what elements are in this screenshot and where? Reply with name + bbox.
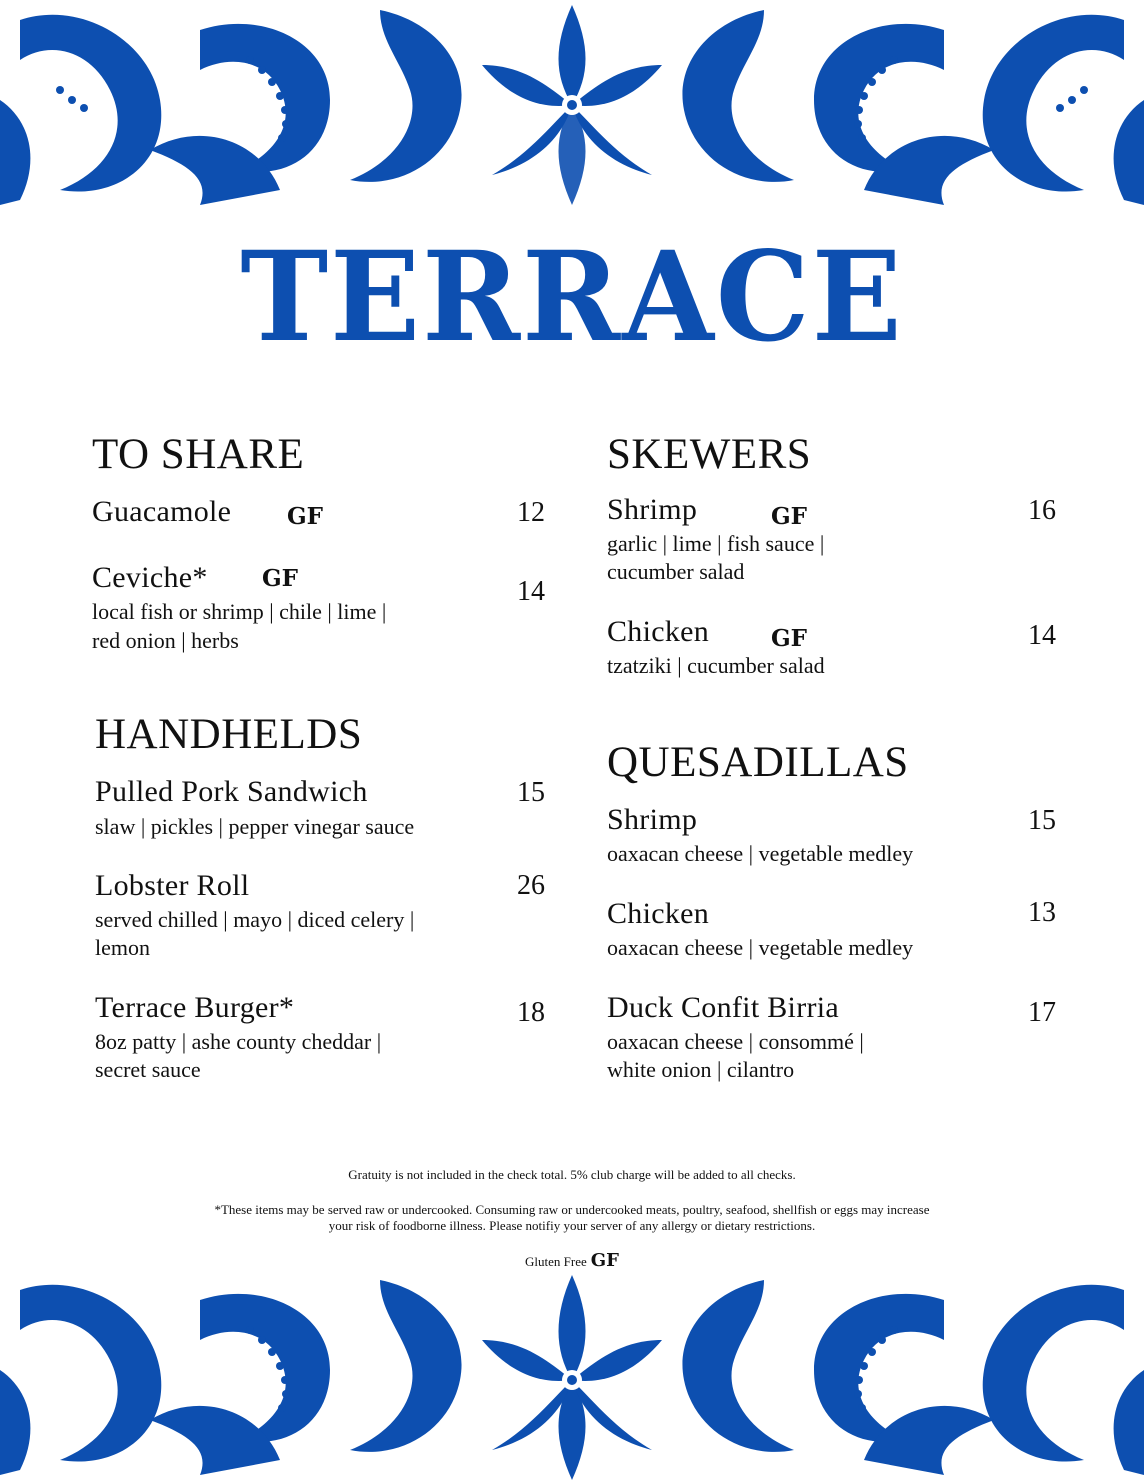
section-title-quesadillas: QUESADILLAS	[607, 739, 909, 786]
item-name-shrimp-quesadilla: Shrimp	[607, 803, 698, 836]
item-name-chicken-skewer: Chicken	[607, 615, 710, 648]
top-ornament	[0, 0, 1144, 210]
item-price: 18	[517, 997, 545, 1028]
item-description: secret sauce	[95, 1057, 201, 1082]
item-description: garlic | lime | fish sauce |	[607, 531, 825, 556]
item-description: oaxacan cheese | vegetable medley	[607, 935, 914, 960]
gf-badge: GF	[771, 625, 807, 652]
gf-badge: GF	[771, 503, 807, 530]
item-name-terrace-burger: Terrace Burger*	[95, 991, 295, 1024]
item-description: local fish or shrimp | chile | lime |	[92, 599, 387, 624]
item-name-shrimp-skewer: Shrimp	[607, 493, 698, 526]
bottom-ornament	[0, 1270, 1144, 1480]
item-name-pulled-pork: Pulled Pork Sandwich	[95, 775, 368, 808]
gluten-free-label: Gluten Free	[525, 1254, 587, 1269]
gf-badge: GF	[287, 503, 323, 530]
section-title-skewers: SKEWERS	[607, 431, 812, 478]
section-title-to-share: TO SHARE	[92, 431, 305, 478]
gratuity-note: Gratuity is not included in the check total. 5% club charge will be added to all checks.	[348, 1167, 796, 1182]
item-price: 26	[517, 870, 545, 901]
floral-ornament-icon	[0, 1270, 1144, 1480]
menu-title: TERRACE	[240, 223, 904, 370]
gf-badge: GF	[590, 1250, 619, 1271]
item-name-lobster-roll: Lobster Roll	[95, 869, 250, 902]
raw-warning-line-2: your risk of foodborne illness. Please notifiy your server of any allergy or dietary restrictions.	[328, 1218, 816, 1233]
item-description: 8oz patty | ashe county cheddar |	[95, 1029, 382, 1054]
item-name-guacamole: Guacamole	[92, 495, 232, 528]
gluten-free-legend	[0, 1250, 1144, 1271]
item-price: 16	[1028, 495, 1056, 526]
item-price: 13	[1028, 897, 1056, 928]
floral-ornament-icon	[0, 0, 1144, 210]
raw-warning-line-1: *These items may be served raw or undercooked. Consuming raw or undercooked meats, poultry, seafood, shellfish or eggs may increase	[214, 1202, 930, 1217]
item-description: cucumber salad	[607, 559, 745, 584]
item-price: 12	[517, 497, 545, 528]
item-description: oaxacan cheese | vegetable medley	[607, 841, 914, 866]
item-description: red onion | herbs	[92, 628, 239, 653]
item-description: tzatziki | cucumber salad	[607, 653, 825, 678]
item-name-duck-confit-birria: Duck Confit Birria	[607, 991, 840, 1024]
section-title-handhelds: HANDHELDS	[95, 711, 363, 758]
item-price: 14	[517, 576, 545, 607]
item-price: 17	[1028, 997, 1056, 1028]
item-description: lemon	[95, 935, 150, 960]
item-price: 14	[1028, 620, 1056, 651]
gf-badge: GF	[262, 565, 298, 592]
item-price: 15	[517, 777, 545, 808]
item-name-ceviche: Ceviche*	[92, 561, 208, 594]
item-name-chicken-quesadilla: Chicken	[607, 897, 710, 930]
item-description: served chilled | mayo | diced celery |	[95, 907, 415, 932]
item-description: white onion | cilantro	[607, 1057, 795, 1082]
item-price: 15	[1028, 805, 1056, 836]
item-description: slaw | pickles | pepper vinegar sauce	[95, 814, 415, 839]
item-description: oaxacan cheese | consommé |	[607, 1029, 864, 1054]
